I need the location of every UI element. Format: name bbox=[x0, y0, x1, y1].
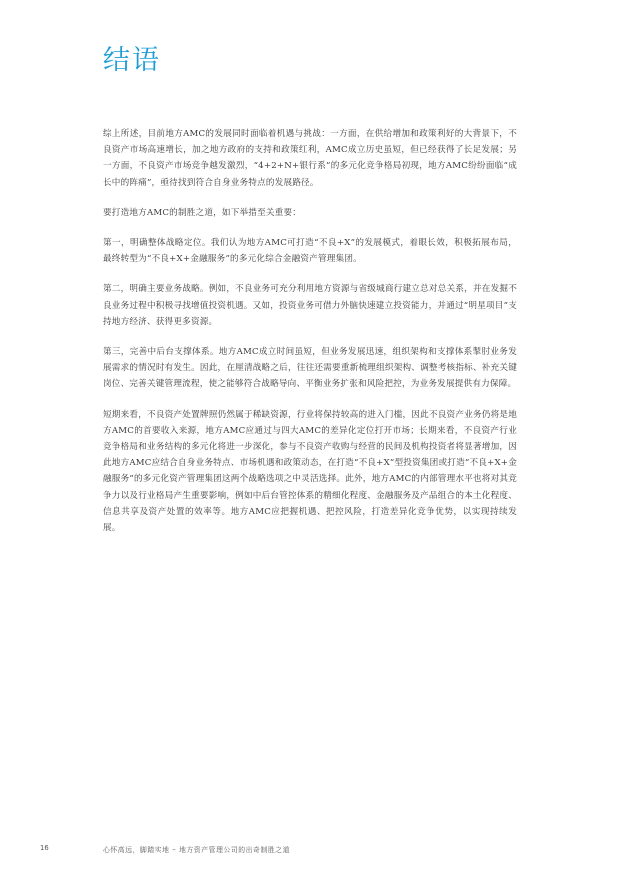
page-title: 结语 bbox=[103, 45, 161, 76]
paragraph-third-measure: 第三，完善中后台支撑体系。地方AMC成立时间虽短，但业务发展迅速，组织架构和支撑体系掣肘业务发展需求的情况时有发生。因此，在厘清战略之后，往往还需要重新梳理组织架构、调整考核指标、补充关键岗位、完善关键管理流程，使之能够符合战略导向、平衡业务扩张和风险把控，为业务发展提供有力保障。 bbox=[103, 347, 517, 390]
paragraph-first-measure: 第一，明确整体战略定位。我们认为地方AMC可打造“不良+X”的发展模式，着眼长效，积极拓展布局，最终转型为“不良+X+金融服务”的多元化综合金融资产管理集团。 bbox=[103, 238, 517, 265]
paragraph-intro-measures: 要打造地方AMC的制胜之道，如下举措至关重要： bbox=[103, 207, 302, 218]
page-number: 16 bbox=[40, 844, 49, 852]
body-text bbox=[103, 126, 517, 550]
footer-title: 心怀高远，脚踏实地 – 地方资产管理公司的出奇制胜之道 bbox=[103, 846, 291, 854]
paragraph-second-measure: 第二，明确主要业务战略。例如，不良业务可充分利用地方资源与省级城商行建立总对总关系，并在发掘不良业务过程中积极寻找增值投资机遇。又如，投资业务可借力外脑快速建立投资能力，并通过“明星项目”支持地方经济、获得更多资源。 bbox=[103, 284, 517, 327]
paragraph-outlook: 短期来看，不良资产处置牌照仍然属于稀缺资源，行业将保持较高的进入门槛，因此不良资产业务仍将是地方AMC的首要收入来源，地方AMC应通过与四大AMC的差异化定位打开市场；长期来看，不良资产行业竞争格局和业务结构的多元化将进一步深化，参与不良资产收购与经营的民间及机构投资者将显著增加，因此地方AMC应结合自身业务特点、市场机遇和政策动态，在打造“不良+X”型投资集团或打造“不良+X+金融服务”的多元化资产管理集团这两个战略选项之中灵活选择。此外，地方AMC的内部管理水平也将对其竞争力以及行业格局产生重要影响，例如中后台管控体系的精细化程度、金融服务及产品组合的本土化程度、信息共享及资产处置的效率等。地方AMC应把握机遇、把控风险，打造差异化竞争优势，以实现持续发展。 bbox=[103, 409, 517, 534]
paragraph-summary: 综上所述，目前地方AMC的发展同时面临着机遇与挑战：一方面，在供给增加和政策利好的大背景下，不良资产市场高速增长，加之地方政府的支持和政策红利，AMC成立历史虽短，但已经获得了长足发展；另一方面，不良资产市场竞争越发激烈，“4+2+N+银行系”的多元化竞争格局初现，地方AMC纷纷面临“成长中的阵痛”，亟待找到符合自身业务特点的发展路径。 bbox=[103, 129, 517, 188]
